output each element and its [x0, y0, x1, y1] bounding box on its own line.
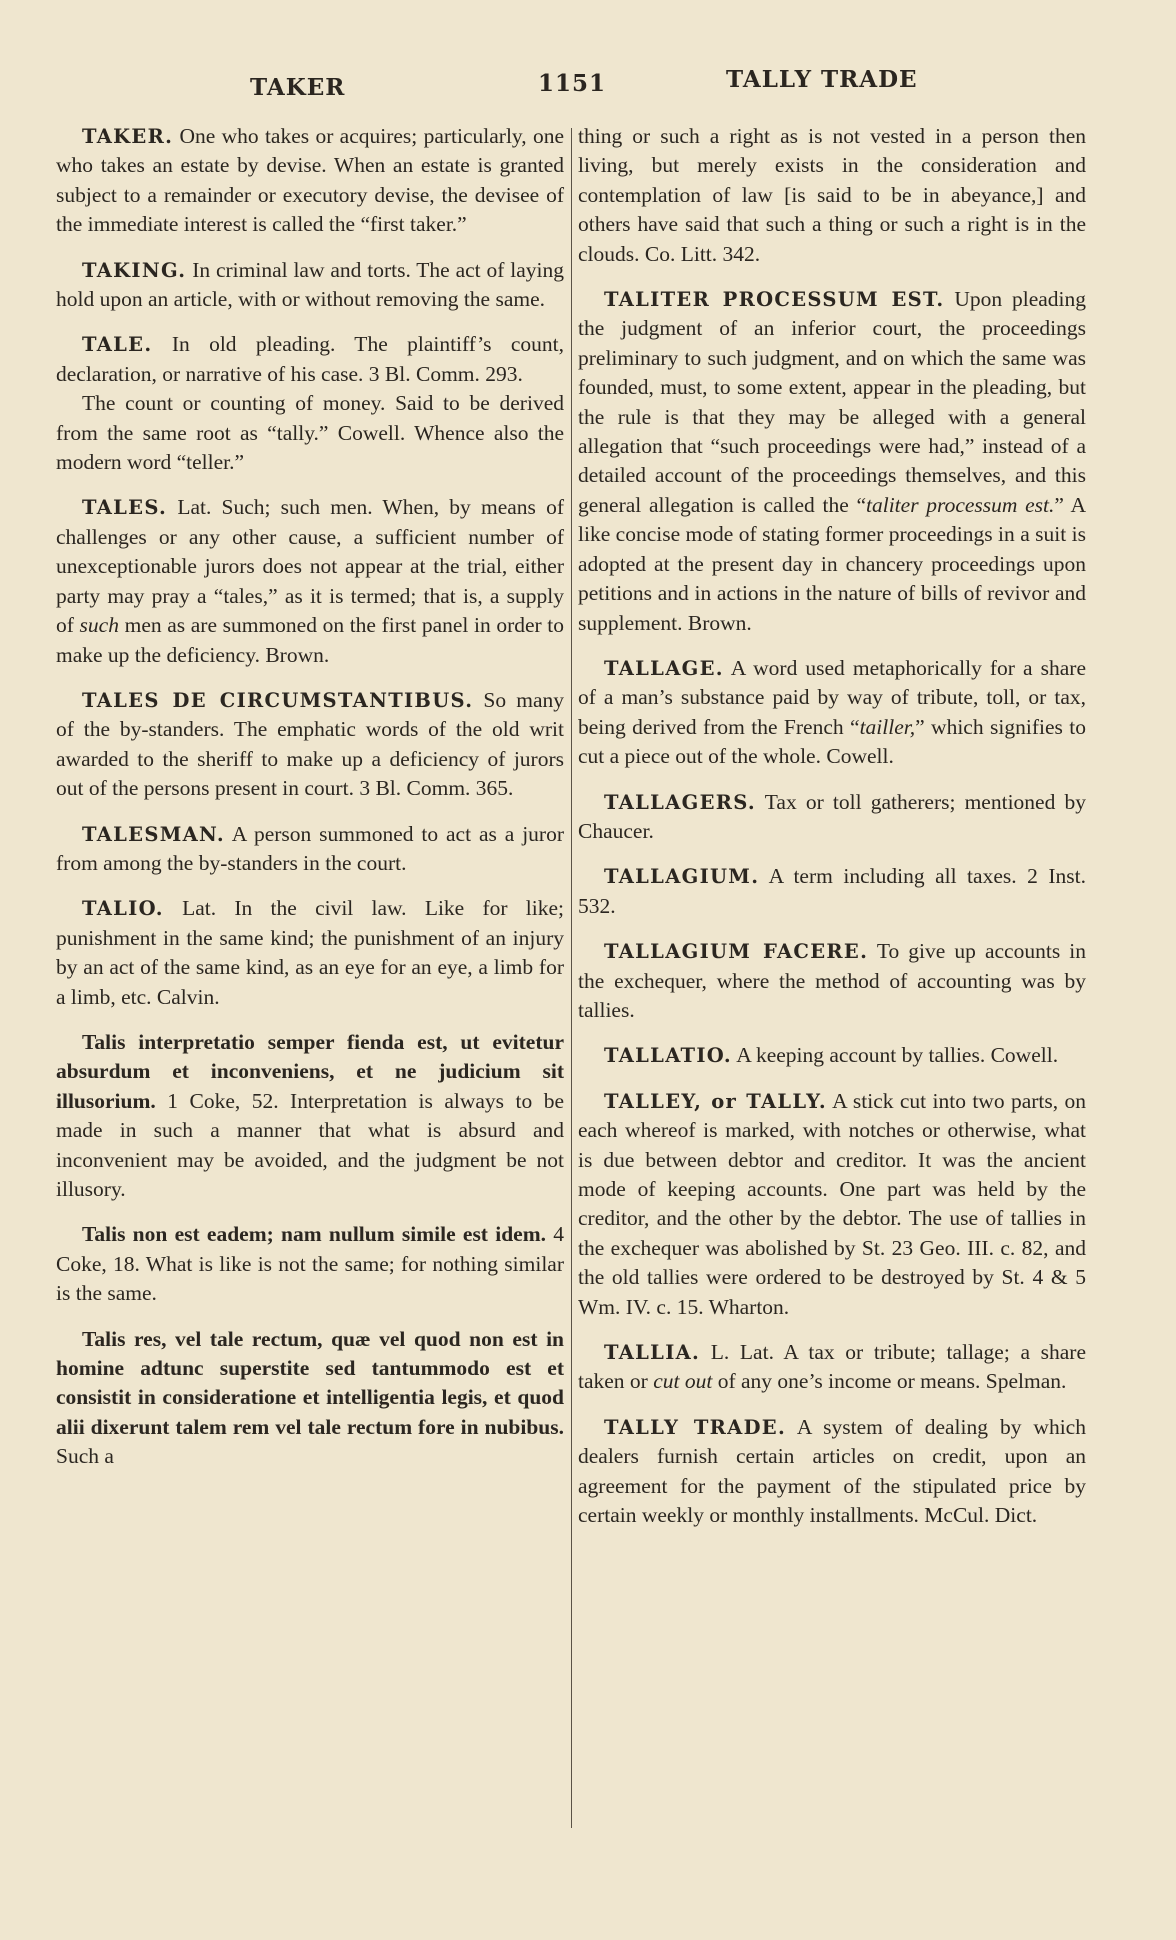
- entry-taliter-processum-est: [578, 285, 1086, 638]
- entry-tallatio: [578, 1041, 1086, 1070]
- entry-definition: So many of the by-standers. The emphatic words of the old writ awarded to the sheriff to make up a deficiency of jurors out of the persons present in court. 3 Bl. Comm. 365.: [56, 687, 564, 801]
- entry-definition: To give up accounts in the exchequer, where the method of accounting was by tallies.: [578, 939, 1086, 1022]
- entry-paragraph: [56, 330, 564, 389]
- entry-maxim: Talis non est eadem; nam nullum simile est idem.: [82, 1222, 546, 1247]
- entry-definition: A keeping account by tallies. Cowell.: [736, 1043, 1059, 1068]
- entry-definition: ” which signifies to cut a piece out of the whole. Cowell.: [578, 714, 1086, 769]
- entry-headword: TALIO.: [82, 897, 164, 921]
- entry-definition: Lat. Such; such men. When, by means of challenges or any other cause, a sufficient number of unexceptionable jurors does not appear at the trial, either party may pray a “tales,” as it is termed; that is, a supply of: [56, 495, 564, 638]
- entry-paragraph: The count or counting of money. Said to be derived from the same root as “tally.” Cowell. Whence also the modern word “teller.”: [56, 391, 564, 475]
- entry-tales-de-circumstantibus: [56, 686, 564, 804]
- entry-definition: Tax or toll gatherers; mentioned by Chaucer.: [578, 789, 1086, 843]
- entry-tales: [56, 493, 564, 669]
- entry-talis-res: [56, 1325, 564, 1472]
- entry-definition: A stick cut into two parts, on each whereof is marked, with notches or otherwise, what is due between debtor and creditor. It was the ancient mode of keeping accounts. One part was held by the creditor, and the other by the debtor. The use of tallies in the exchequer was abolished by St. 23 Geo. III. c. 82, and the old tallies were ordered to be destroyed by St. 4 & 5 Wm. IV. c. 15. Wharton.: [578, 1088, 1086, 1319]
- entry-headword: TALESMAN.: [82, 822, 226, 846]
- entry-headword: TALLAGE.: [604, 656, 724, 680]
- entry-definition: of any one’s income or means. Spelman.: [717, 1369, 1067, 1394]
- entry-definition: A person summoned to act as a juror from among the by-standers in the court.: [56, 821, 564, 875]
- entry-italic: cut out: [653, 1369, 713, 1394]
- entry-headword: TAKING.: [82, 258, 187, 282]
- entry-tallagers: [578, 788, 1086, 847]
- entry-headword: TALES.: [82, 496, 168, 520]
- entry-headword: TALES DE CIRCUMSTANTIBUS.: [82, 688, 474, 712]
- entry-headword: TALE.: [82, 333, 153, 357]
- entry-headword: TAKER.: [82, 125, 174, 148]
- entry-tallagium-facere: [578, 937, 1086, 1025]
- entry-headword: TALITER PROCESSUM EST.: [604, 288, 945, 312]
- entry-definition: Such a: [56, 1444, 114, 1469]
- entry-italic: such: [79, 613, 119, 638]
- entry-definition: One who takes or acquires; particularly, one who takes an estate by devise. When an estate is granted subject to a remainder or executory devise, the devisee of the immediate interest is called the “first taker.”: [56, 124, 564, 237]
- entry-italic: taliter processum est.: [866, 492, 1055, 517]
- entry-definition: A term including all taxes. 2 Inst. 532.: [578, 864, 1086, 918]
- entry-definition: 1 Coke, 52. Interpretation is always to be made in such a manner that what is absurd and inconvenient may be avoided, and the judgment be not illusory.: [56, 1088, 565, 1201]
- header-left-guide-word: TAKER: [250, 74, 346, 101]
- entry-definition: In old pleading. The plaintiff’s count, declaration, or narrative of his case. 3 Bl. Comm. 293.: [56, 332, 564, 386]
- entry-definition: 4 Coke, 18. What is like is not the same; for nothing similar is the same.: [56, 1222, 564, 1306]
- entry-talesman: [56, 820, 564, 879]
- entry-headword: TALLY TRADE.: [604, 1415, 787, 1439]
- column-divider: [571, 128, 572, 1828]
- entry-talley-or-tally: [578, 1087, 1086, 1322]
- entry-talis-non-est: [56, 1220, 564, 1308]
- left-column: [56, 122, 564, 1488]
- entry-tallia: [578, 1338, 1086, 1397]
- entry-definition: L. Lat. A tax or tribute; tallage; a share taken or: [578, 1340, 1086, 1394]
- entry-talis-interpretatio: [56, 1028, 564, 1204]
- entry-tallage: [578, 654, 1086, 772]
- entry-tally-trade: [578, 1413, 1086, 1531]
- header-right-guide-word: TALLY TRADE: [726, 66, 918, 93]
- entry-definition: Upon pleading the judgment of an inferior court, the proceedings preliminary to such judgment, and on which the same was founded, must, to some extent, appear in the pleading, but the rule is that they may be alleged with a general allegation that “such proceedings were had,” instead of a detailed account of the proceedings themselves, and this general allegation is called the “: [578, 287, 1087, 517]
- entry-maxim: Talis interpretatio semper fienda est, ut evitetur absurdum et inconveniens, et ne judicium sit illusorium.: [56, 1029, 564, 1113]
- entry-tallagium: [578, 862, 1086, 921]
- entry-taker: [56, 122, 564, 240]
- entry-definition: A word used metaphorically for a share of a man’s substance paid by way of tribute, toll, or tax, being derived from the French “: [578, 655, 1086, 739]
- entry-maxim: Talis res, vel tale rectum, quæ vel quod non est in homine adtunc superstite sed tantummodo est et consistit in consideratione et intelligentia legis, et quod alii dixerunt talem rem vel tale rectum fore in nubibus.: [56, 1326, 564, 1439]
- entry-definition: In criminal law and torts. The act of laying hold upon an article, with or without removing the same.: [56, 257, 564, 312]
- entry-definition: Lat. In the civil law. Like for like; punishment in the same kind; the punishment of an injury by an act of the same kind, as an eye for an eye, a limb for a limb, etc. Calvin.: [56, 896, 565, 1009]
- entry-talio: [56, 894, 564, 1012]
- entry-headword: TALLAGIUM FACERE.: [604, 940, 869, 964]
- page-number: 1151: [538, 70, 607, 97]
- entry-definition: men as are summoned on the first panel in order to make up the deficiency. Brown.: [56, 613, 565, 667]
- page-header: [0, 62, 1176, 102]
- entry-tale: [56, 330, 564, 477]
- entry-headword: TALLATIO.: [604, 1044, 733, 1068]
- entry-italic: tailler,: [859, 714, 916, 739]
- right-column: [578, 122, 1086, 1546]
- entry-headword: TALLEY, or TALLY.: [604, 1089, 827, 1113]
- entry-talis-res-continued: thing or such a right as is not vested in a person then living, but merely exists in the consideration and contemplation of law [is said to be in abeyance,] and others have said that such a thing or such a right is in the clouds. Co. Litt. 342.: [578, 124, 1086, 266]
- entry-taking: [56, 256, 564, 315]
- entry-definition: A system of dealing by which dealers furnish certain articles on credit, upon an agreement for the payment of the stipulated price by certain weekly or monthly installments. McCul. Dict.: [578, 1414, 1086, 1528]
- entry-headword: TALLAGIUM.: [604, 865, 760, 889]
- entry-headword: TALLAGERS.: [604, 790, 757, 814]
- entry-headword: TALLIA.: [604, 1341, 701, 1365]
- entry-definition: ” A like concise mode of stating former proceedings in a suit is adopted at the present day in chancery proceedings upon petitions and in actions in the nature of bills of revivor and supplement. Brown.: [578, 492, 1086, 635]
